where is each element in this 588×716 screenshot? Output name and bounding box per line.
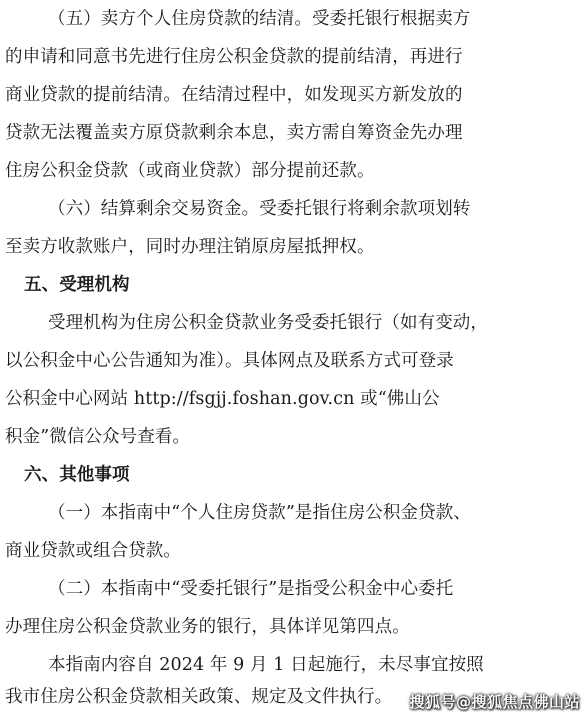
paragraph-line: 受理机构为住房公积金贷款业务受委托银行（如有变动， <box>48 313 488 333</box>
paragraph-line: （六）结算剩余交易资金。受委托银行将剩余款项划转 <box>48 199 471 219</box>
paragraph-line: 商业贷款的提前结清。在结清过程中，如发现买方新发放的 <box>5 85 463 105</box>
paragraph-line: （二）本指南中“受委托银行”是指受公积金中心委托 <box>48 579 454 599</box>
paragraph-line: 商业贷款或组合贷款。 <box>5 541 181 561</box>
paragraph-line: 贷款无法覆盖卖方原贷款剩余本息，卖方需自筹资金先办理 <box>5 123 463 143</box>
paragraph-line: 我市住房公积金贷款相关政策、规定及文件执行。 <box>5 687 393 707</box>
section-heading: 六、其他事项 <box>24 465 130 485</box>
paragraph-line: 住房公积金贷款（或商业贷款）部分提前还款。 <box>5 161 375 181</box>
paragraph-line: 的申请和同意书先进行住房公积金贷款的提前结清，再进行 <box>5 47 463 67</box>
paragraph-line: （五）卖方个人住房贷款的结清。受委托银行根据卖方 <box>48 9 471 29</box>
paragraph-line: 办理住房公积金贷款业务的银行，具体详见第四点。 <box>5 617 410 637</box>
paragraph-line: 至卖方收款账户，同时办理注销原房屋抵押权。 <box>5 237 375 257</box>
paragraph-line: 公积金中心网站 http://fsgjj.foshan.gov.cn 或“佛山公 <box>5 389 440 409</box>
paragraph-line: 本指南内容自 2024 年 9 月 1 日起施行，未尽事宜按照 <box>48 655 484 675</box>
paragraph-line: 积金”微信公众号查看。 <box>5 427 191 447</box>
source-watermark: 搜狐号@搜狐焦点佛山站 <box>409 693 580 711</box>
paragraph-line: （一）本指南中“个人住房贷款”是指住房公积金贷款、 <box>48 503 471 523</box>
section-heading: 五、受理机构 <box>24 275 130 295</box>
paragraph-line: 以公积金中心公告通知为准）。具体网点及联系方式可登录 <box>5 351 454 371</box>
